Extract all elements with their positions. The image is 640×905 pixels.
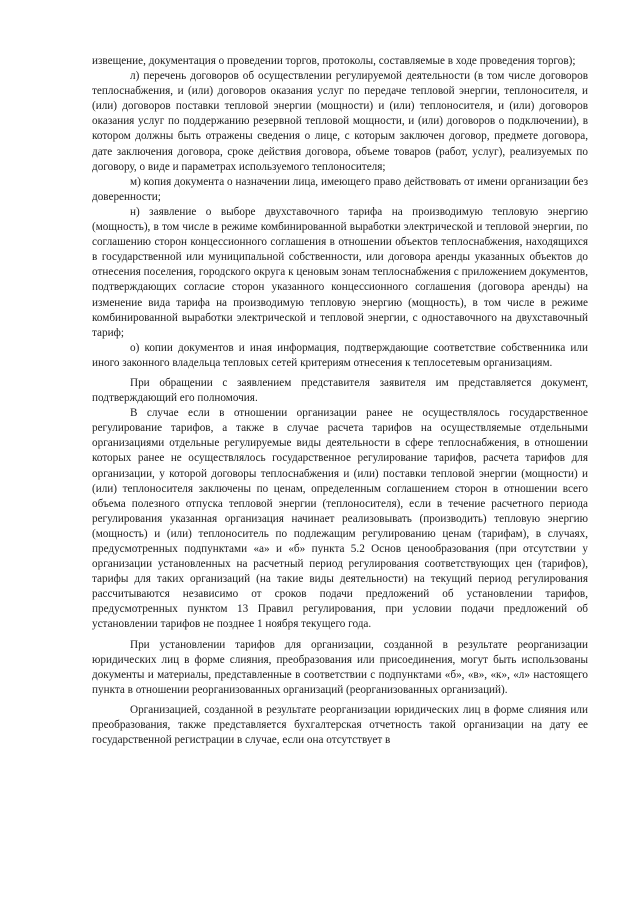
paragraph-item-l: л) перечень договоров об осуществлении регулируемой деятельности (в том числе договоров теплоснабжения, и (или) договоров оказания услуг по передаче тепловой энергии, теплоносителя, и (или) договоров поставки тепловой энергии (мощности) и (или) теплоносителя, и (или) договоров оказания услуг по поддержанию резервной тепловой мощности, и (или) договоров о подключении), в котором должны быть отражены сведения о лице, с которым заключен договор, предмете договора, дате заключения договора, сроке действия договора, объеме товаров (работ, услуг), реализуемых по договору, о виде и параметрах используемого теплоносителя; (92, 70, 588, 173)
paragraph-representative: При обращении с заявлением представителя заявителя им представляется документ, подтверждающий его полномочия. (92, 376, 588, 405)
paragraph-first-regulation: В случае если в отношении организации ранее не осуществлялось государственное регулирование тарифов, а также в случае расчета тарифов на осуществляемые отдельными организациями отдельные регулируемые виды деятельности в сфере теплоснабжения, в отношении которых ранее не осуществлялось государственное регулирование тарифов, расчета тарифов для организации, у которой договоры теплоснабжения и (или) поставки тепловой энергии (мощности) и (или) теплоносителя заключены по ценам, определенным соглашением сторон в отношении всего объема полезного отпуска тепловой энергии (теплоносителя), если в течение расчетного периода регулирования указанная организация начинает реализовывать (производить) тепловую энергию (мощность) и (или) теплоноситель по подлежащим регулированию ценам (тарифам), в случаях, предусмотренных подпунктами «а» и «б» пункта 5.2 Основ ценообразования (при отсутствии у организации установленных на расчетный период регулирования соответствующих цен (тарифов), тарифы для таких организаций (на такие виды деятельности) на текущий период регулирования рассчитываются независимо от сроков подачи предложений об установлении тарифов, предусмотренных пунктом 13 Правил регулирования, при условии подачи предложений об установлении тарифов не позднее 1 ноября текущего года. (92, 407, 588, 631)
paragraph-reorganization: При установлении тарифов для организации, созданной в результате реорганизации юридических лиц в форме слияния, преобразования или присоединения, могут быть использованы документы и материалы, представленные в соответствии с подпунктами «б», «в», «к», «л» настоящего пункта в отношении реорганизованных организаций (реорганизованных организаций). (92, 638, 588, 696)
paragraph-continuation: извещение, документация о проведении торгов, протоколы, составляемые в ходе проведения торгов); (92, 55, 576, 67)
paragraph-new-organization: Организацией, созданной в результате реорганизации юридических лиц в форме слияния или преобразования, также представляется бухгалтерская отчетность такой организации на дату ее государственной регистрации в случае, если она отсутствует в (92, 703, 588, 747)
paragraph-item-m: м) копия документа о назначении лица, имеющего право действовать от имени организации без доверенности; (92, 175, 588, 203)
paragraph-item-n: н) заявление о выборе двухставочного тарифа на производимую тепловую энергию (мощность), в том числе в режиме комбинированной выработки электрической и тепловой энергии, по соглашению сторон концессионного соглашения в отношении объектов теплоснабжения, находящихся в государственной или муниципальной собственности, или договора аренды указанных объектов до отнесения поселения, городского округа к ценовым зонам теплоснабжения с приложением документов, подтверждающих согласие сторон указанного концессионного соглашения (договора аренды) на изменение вида тарифа на производимую тепловую энергию (мощность), в том числе в режиме комбинированной выработки электрической и тепловой энергии, с одноставочного на двухставочный тариф; (92, 205, 588, 339)
paragraph-item-o: о) копии документов и иная информация, подтверждающие соответствие собственника или иного законного владельца тепловых сетей критериям отнесения к теплосетевым организациям. (92, 341, 588, 369)
